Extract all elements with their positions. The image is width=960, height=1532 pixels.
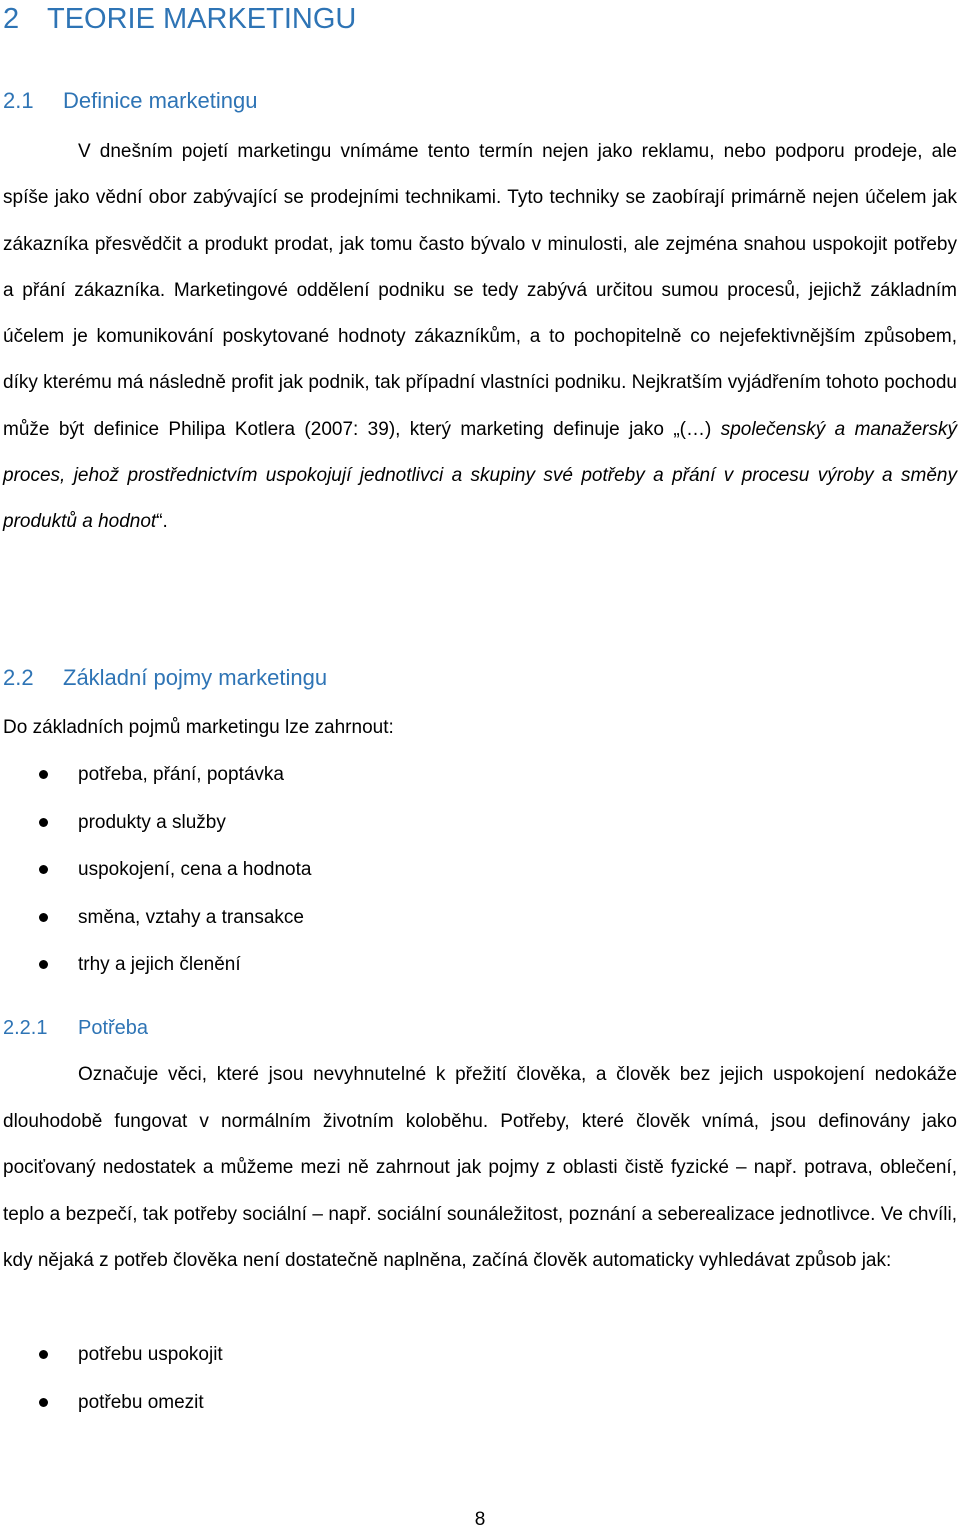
chapter-number: 2 xyxy=(3,3,20,35)
paragraph-text: Označuje věci, které jsou nevyhnutelné k přežití člověka, a člověk bez jejich uspokojení nedokáže dlouhodobě fungovat v normálním životním koloběhu. Potřeby, které člověk vnímá, jsou definovány jako pociťovaný nedostatek a můžeme mezi ně zahrnout jak pojmy z oblasti čistě fyzické – např. potrava, oblečení, teplo a bezpečí, tak potřeby sociální – např. sociální sounáležitost, poznání a seberealizace jednotlivce. Ve chvíli, kdy nějaká z potřeb člověka není dostatečně naplněna, začíná člověk automaticky vyhledávat způsob jak: xyxy=(3,1064,957,1272)
subsection-number: 2.2.1 xyxy=(3,1017,48,1039)
bullet-icon xyxy=(39,770,48,779)
quote-close: “. xyxy=(156,511,168,533)
list-item-text: trhy a jejich členění xyxy=(78,954,241,976)
list-item xyxy=(0,1389,960,1437)
chapter-heading xyxy=(3,0,356,38)
list-item xyxy=(0,809,960,857)
list-item xyxy=(0,951,960,999)
list-item xyxy=(0,1341,960,1389)
list-item-text: potřebu uspokojit xyxy=(78,1344,223,1365)
list-item-text: uspokojení, cena a hodnota xyxy=(78,859,312,881)
section-title: Základní pojmy marketingu xyxy=(63,665,328,690)
section-heading-2-2 xyxy=(3,663,327,693)
list-item xyxy=(0,856,960,904)
list-item-text: směna, vztahy a transakce xyxy=(78,906,304,928)
subsection-heading-2-2-1 xyxy=(3,1014,148,1042)
bullet-icon xyxy=(39,1350,48,1359)
section-heading-2-1 xyxy=(3,86,257,116)
list-item-text: potřeba, přání, poptávka xyxy=(78,764,284,785)
bullet-icon xyxy=(39,865,48,874)
bullet-icon xyxy=(39,818,48,827)
bullet-icon xyxy=(39,1398,48,1407)
section-intro: Do základních pojmů marketingu lze zahrnout: xyxy=(3,717,394,738)
section-title: Definice marketingu xyxy=(63,88,258,113)
bullet-icon xyxy=(39,960,48,969)
need-paragraph xyxy=(3,1052,957,1285)
bullet-icon xyxy=(39,913,48,922)
need-response-list xyxy=(0,1341,960,1436)
section-number: 2.2 xyxy=(3,665,34,690)
list-item-text: potřebu omezit xyxy=(78,1391,204,1413)
kotler-quote: společenský a manažerský proces, jehož prostřednictvím uspokojují jednotlivci a skupiny své potřeby a přání v procesu výroby a směny produktů a hodnot xyxy=(3,418,957,533)
paragraph-text: V dnešním pojetí marketingu vnímáme tento termín nejen jako reklamu, nebo podporu prodeje, ale spíše jako vědní obor zabývající se prodejními technikami. Tyto techniky se zaobírají primárně nejen účelem jak zákazníka přesvědčit a produkt prodat, jak tomu často bývalo v minulosti, ale zejména snahou uspokojit potřeby a přání zákazníka. Marketingové oddělení podniku se tedy zabývá určitou sumou procesů, jejichž základním účelem je komunikování poskytované hodnoty zákazníkům, a to pochopitelně co nejefektivnějším způsobem, díky kterému má následně profit jak podnik, tak případní vlastníci podniku. Nejkratším vyjádřením tohoto pochodu může být definice Philipa Kotlera (2007: 39), který marketing definuje jako „(…) xyxy=(3,141,957,440)
list-item xyxy=(0,761,960,809)
subsection-title: Potřeba xyxy=(78,1017,149,1039)
definition-paragraph xyxy=(3,129,957,546)
list-item xyxy=(0,904,960,952)
section-number: 2.1 xyxy=(3,88,34,113)
basic-concepts-list xyxy=(0,761,960,999)
page-number: 8 xyxy=(474,1509,486,1530)
chapter-title: TEORIE MARKETINGU xyxy=(47,3,357,35)
list-item-text: produkty a služby xyxy=(78,811,226,833)
